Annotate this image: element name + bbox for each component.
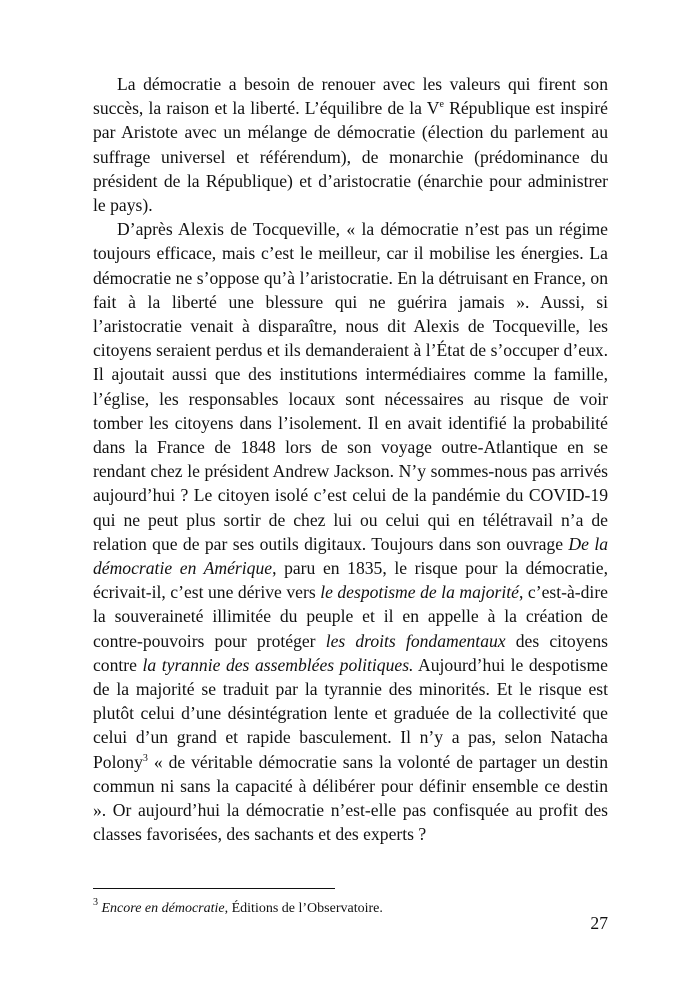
italic-phrase-droits: les droits fondamentaux: [325, 630, 506, 651]
paragraph-2: [93, 217, 608, 846]
roman-numeral-suffix: e: [439, 99, 444, 111]
footnote-reference: 3: [142, 752, 148, 764]
footnote-divider: [93, 888, 335, 889]
footnote: [93, 897, 608, 918]
p2-text-c: , c’est-à-dire la souveraineté illimitée du peuple et il en appelle à la création de contre-pouvoirs pour protéger: [93, 582, 608, 651]
footnote-number: 3: [93, 897, 98, 908]
p2-text-f: « de véritable démocratie sans la volonté de partager un destin commun ni sans la capacité à délibérer pour définir ensemble ce destin ». Or aujourd’hui la démocratie n’est-elle pas confisquée au profit des classes favorisées, des sachants et des experts ?: [93, 751, 608, 845]
p2-text-b: , paru en 1835, le risque pour la démocratie, écrivait-il, c’est une dérive vers: [93, 558, 608, 603]
italic-phrase-tyrannie: la tyrannie des assemblées politiques.: [142, 654, 414, 675]
italic-phrase-despotisme: le despotisme de la majorité: [320, 582, 519, 603]
body-text: [93, 72, 608, 847]
paragraph-1: [93, 72, 608, 217]
p2-text-e: Aujourd’hui le despotisme de la majorité se traduit par la tyrannie des minorités. Et le risque est plutôt celui d’une désintégration lente et graduée de la collectivité que celui d’un grand et rapide basculement. Il n’y a pas, selon Natacha Polony: [93, 654, 608, 772]
footnote-publisher: , Éditions de l’Observatoire.: [224, 901, 383, 916]
footnote-title: Encore en démocratie: [101, 901, 225, 916]
p1-text-b: République est inspiré par Aristote avec un mélange de démocratie (élection du parlement au suffrage universel et référendum), de monarchie (prédominance du président de la République) et d’aristocratie (énarchie pour administrer le pays).: [93, 98, 608, 216]
p2-text-a: D’après Alexis de Tocqueville, « la démocratie n’est pas un régime toujours efficace, mais c’est le meilleur, car il mobilise les énergies. La démocratie ne s’oppose qu’à l’aristocratie. En la détruisant en France, on fait à la liberté une blessure qui ne guérira jamais ». Aussi, si l’aristocratie venait à disparaître, nous dit Alexis de Tocqueville, les citoyens seraient perdus et ils demanderaient à l’État de s’occuper d’eux. Il ajoutait aussi que des institutions intermédiaires comme la famille, l’église, les responsables locaux sont nécessaires au risque de voir tomber les citoyens dans l’isolement. Il en avait identifié la probabilité dans la France de 1848 lors de son voyage outre-Atlantique en se rendant chez le président Andrew Jackson. N’y sommes-nous pas arrivés aujourd’hui ? Le citoyen isolé c’est celui de la pandémie du COVID-19 qui ne peut plus sortir de chez lui ou celui qui en télétravail n’a de relation que de par ses outils digitaux. Toujours dans son ouvrage: [93, 219, 608, 554]
p2-text-d: des citoyens contre: [93, 630, 608, 675]
book-title-italic: De la démocratie en Amérique: [93, 533, 609, 579]
page-number: 27: [590, 913, 608, 933]
p1-text-a: La démocratie a besoin de renouer avec les valeurs qui firent son succès, la raison et la liberté. L’équilibre de la V: [93, 74, 608, 119]
